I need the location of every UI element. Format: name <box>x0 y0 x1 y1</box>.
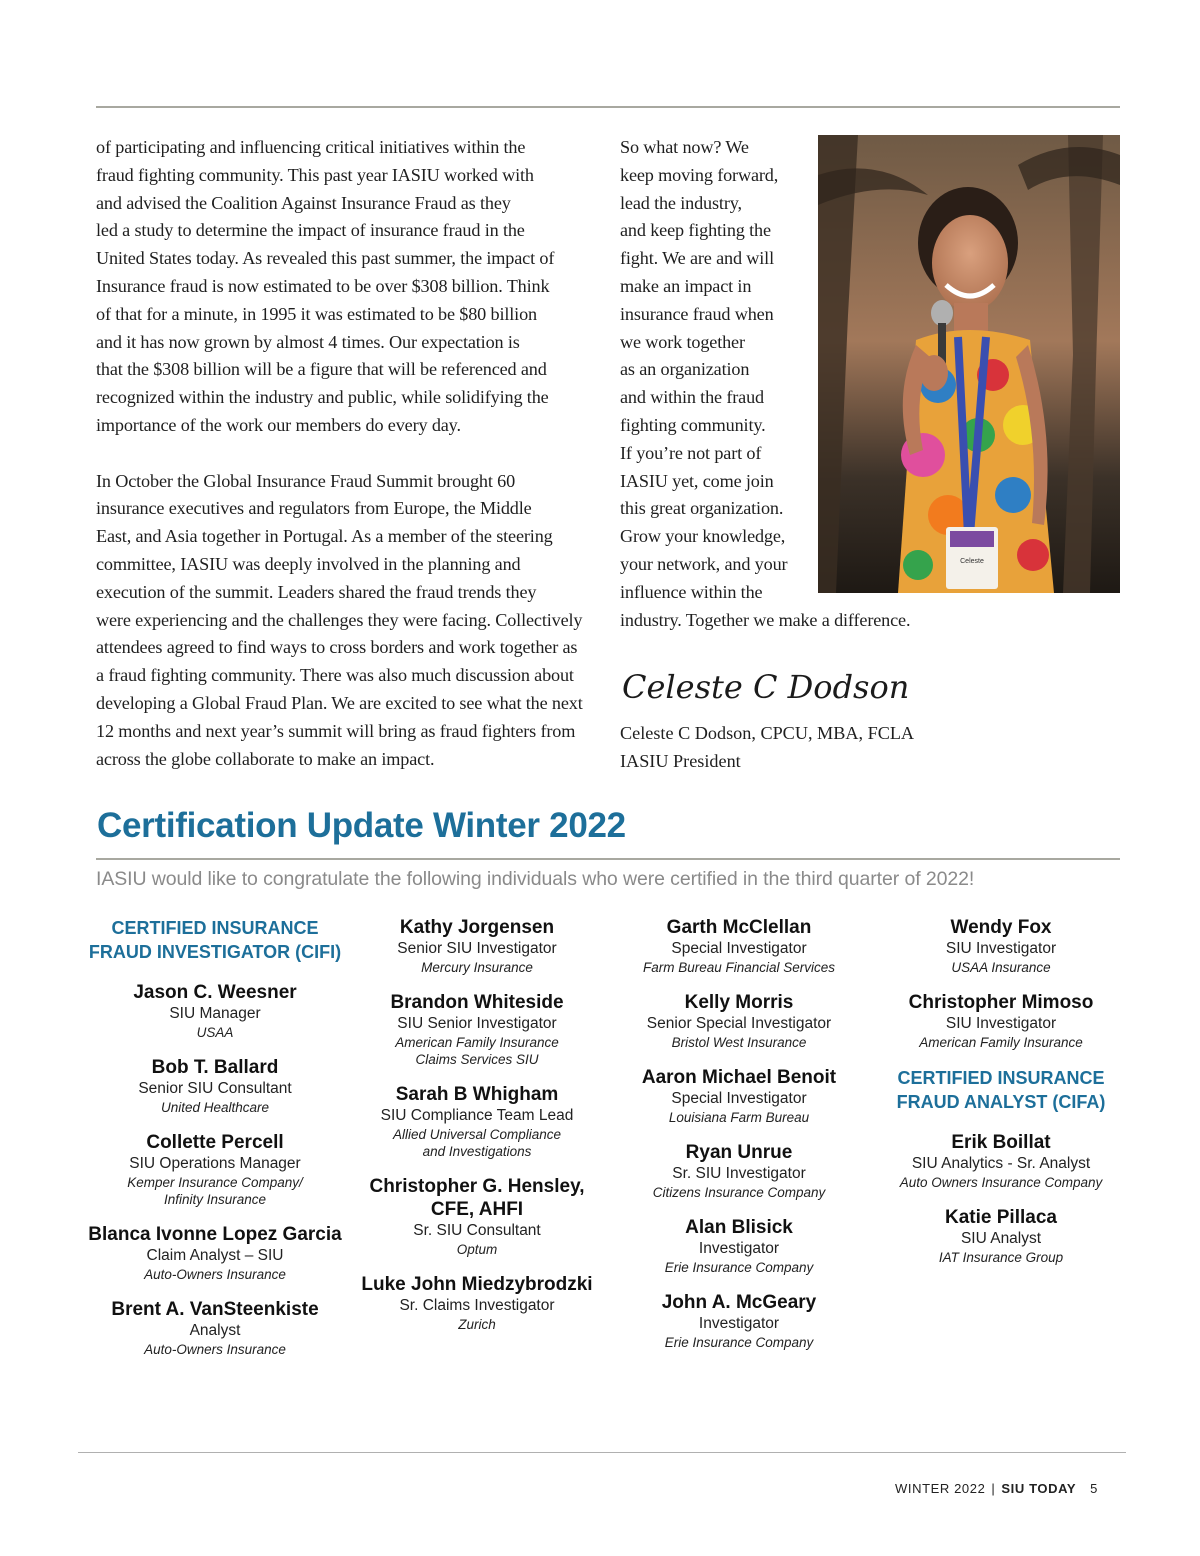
footer-publication: SIU TODAY <box>1001 1481 1077 1496</box>
person-name: John A. McGeary <box>661 1292 817 1313</box>
person-name: Wendy Fox <box>950 917 1052 938</box>
certification-category-heading: CERTIFIED INSURANCE FRAUD INVESTIGATOR (CIFI) <box>88 918 342 962</box>
person-name: Aaron Michael Benoit <box>641 1067 837 1088</box>
person-job-title: SIU Investigator <box>945 940 1057 957</box>
person-name: Sarah B Whigham <box>395 1084 559 1105</box>
certified-person <box>870 1206 1132 1266</box>
person-job-title: SIU Investigator <box>945 1015 1057 1032</box>
person-job-title: SIU Operations Manager <box>129 1155 301 1172</box>
certified-list-column-4 <box>870 916 1132 1281</box>
article-paragraph: So what now? We keep moving forward, lead the industry, and keep fighting the fight. We are and will make an impact in insurance fraud when we work together as an organization and within the fraud fighting community. If you’re not part of IASIU yet, come join this great organization. Grow your knowledge, your network, and your influence within the industry. Together we make a difference. <box>620 137 911 630</box>
certified-person <box>346 1083 608 1160</box>
person-company: Optum <box>456 1242 498 1257</box>
person-job-title: Sr. Claims Investigator <box>399 1297 555 1314</box>
person-name: Katie Pillaca <box>945 1207 1057 1228</box>
certified-person <box>870 991 1132 1051</box>
section-title: Certification Update Winter 2022 <box>97 806 626 845</box>
article-left-column <box>96 134 601 773</box>
person-company: Erie Insurance Company <box>664 1260 814 1275</box>
certified-person <box>346 916 608 976</box>
person-company: Erie Insurance Company <box>664 1335 814 1350</box>
certified-person <box>84 1056 346 1116</box>
certified-person <box>84 1131 346 1208</box>
certified-person <box>608 916 870 976</box>
person-name: Kelly Morris <box>684 992 794 1013</box>
footer-issue: WINTER 2022 <box>895 1481 986 1496</box>
person-job-title: SIU Analytics - Sr. Analyst <box>911 1155 1091 1172</box>
person-company: American Family Insurance <box>919 1035 1083 1050</box>
president-photo-illustration <box>818 135 1120 593</box>
person-name: Luke John Miedzybrodzki <box>361 1274 593 1295</box>
person-job-title: Senior Special Investigator <box>646 1015 832 1032</box>
person-company: Allied Universal Compliance and Investigations <box>392 1127 562 1159</box>
person-job-title: Analyst <box>189 1322 241 1339</box>
person-company: Auto-Owners Insurance <box>144 1342 286 1357</box>
person-job-title: Senior SIU Consultant <box>138 1080 292 1097</box>
person-company: Auto Owners Insurance Company <box>899 1175 1103 1190</box>
top-divider <box>96 106 1120 108</box>
person-job-title: SIU Manager <box>169 1005 261 1022</box>
person-job-title: Sr. SIU Investigator <box>672 1165 806 1182</box>
certified-list-column-1 <box>84 916 346 1373</box>
article-paragraph: of participating and influencing critical initiatives within the fraud fighting community. This past year IASIU worked with and advised the Coalition Against Insurance Fraud as they led a study to determine the impact of insurance fraud in the United States today. As revealed this past summer, the impact of Insurance fraud is now estimated to be over $308 billion. Think of that for a minute, in 1995 it was estimated to be $80 billion and it has now grown by almost 4 times. Our expectation is that the $308 billion will be a figure that will be referenced and recognized within the industry and public, while solidifying the importance of the work our members do every day. <box>96 137 555 435</box>
certified-person <box>84 1223 346 1283</box>
president-photo <box>818 135 1120 593</box>
person-company: United Healthcare <box>160 1100 270 1115</box>
signer-block <box>620 719 914 775</box>
certified-person <box>608 1066 870 1126</box>
person-company: Louisiana Farm Bureau <box>668 1110 810 1125</box>
person-company: Farm Bureau Financial Services <box>642 960 836 975</box>
person-job-title: SIU Senior Investigator <box>397 1015 557 1032</box>
person-name: Garth McClellan <box>666 917 812 938</box>
person-name: Brent A. VanSteenkiste <box>111 1299 319 1320</box>
person-company: Kemper Insurance Company/ Infinity Insurance <box>127 1175 303 1207</box>
person-company: USAA Insurance <box>951 960 1051 975</box>
person-job-title: Special Investigator <box>671 940 807 957</box>
section-intro: IASIU would like to congratulate the following individuals who were certified in the third quarter of 2022! <box>96 868 975 890</box>
person-name: Alan Blisick <box>685 1217 793 1238</box>
certified-person <box>608 1291 870 1351</box>
person-name: Blanca Ivonne Lopez Garcia <box>88 1224 342 1245</box>
person-name: Erik Boillat <box>951 1132 1051 1153</box>
person-job-title: SIU Compliance Team Lead <box>380 1107 574 1124</box>
signer-title: IASIU President <box>620 751 741 771</box>
certified-person <box>346 1273 608 1333</box>
person-name: Brandon Whiteside <box>390 992 564 1013</box>
person-name: Christopher G. Hensley, CFE, AHFI <box>369 1176 585 1220</box>
footer-divider <box>78 1452 1126 1453</box>
person-name: Collette Percell <box>146 1132 284 1153</box>
person-name: Bob T. Ballard <box>151 1057 279 1078</box>
certified-person <box>608 1141 870 1201</box>
person-company: USAA <box>196 1025 234 1040</box>
certification-category-heading: CERTIFIED INSURANCE FRAUD ANALYST (CIFA) <box>896 1068 1106 1112</box>
certified-person <box>346 991 608 1068</box>
signature-text: Celeste C Dodson <box>622 668 910 706</box>
person-job-title: Senior SIU Investigator <box>397 940 557 957</box>
page-footer <box>895 1481 1098 1496</box>
person-company: American Family Insurance Claims Services SIU <box>395 1035 559 1067</box>
person-company: Bristol West Insurance <box>671 1035 807 1050</box>
certified-person <box>870 916 1132 976</box>
person-job-title: Sr. SIU Consultant <box>413 1222 541 1239</box>
badge-name-text: Celeste <box>960 558 984 565</box>
person-job-title: SIU Analyst <box>960 1230 1042 1247</box>
section-divider <box>96 858 1120 860</box>
person-company: Auto-Owners Insurance <box>144 1267 286 1282</box>
certified-person <box>84 981 346 1041</box>
certified-person <box>84 1298 346 1358</box>
person-job-title: Claim Analyst – SIU <box>146 1247 284 1264</box>
certified-person <box>870 1131 1132 1191</box>
person-name: Christopher Mimoso <box>908 992 1094 1013</box>
certified-list-column-2 <box>346 916 608 1348</box>
certified-person <box>608 991 870 1051</box>
person-job-title: Investigator <box>698 1240 780 1257</box>
person-job-title: Investigator <box>698 1315 780 1332</box>
signer-name: Celeste C Dodson, CPCU, MBA, FCLA <box>620 723 915 743</box>
person-name: Ryan Unrue <box>685 1142 793 1163</box>
certified-person <box>346 1175 608 1258</box>
person-job-title: Special Investigator <box>671 1090 807 1107</box>
person-company: Zurich <box>458 1317 496 1332</box>
page-number: 5 <box>1090 1481 1098 1496</box>
certified-person <box>608 1216 870 1276</box>
person-name: Kathy Jorgensen <box>399 917 555 938</box>
article-paragraph: In October the Global Insurance Fraud Summit brought 60 insurance executives and regulators from Europe, the Middle East, and Asia together in Portugal. As a member of the steering committee, IASIU was deeply involved in the planning and execution of the summit. Leaders shared the fraud trends they were experiencing and the challenges they were facing. Collectively attendees agreed to find ways to cross borders and work together as a fraud fighting community. There was also much discussion about developing a Global Fraud Plan. We are excited to see what the next 12 months and next year’s summit will bring as fraud fighters from across the globe collaborate to make an impact. <box>96 470 583 769</box>
person-company: Mercury Insurance <box>421 960 533 975</box>
footer-separator: | <box>991 1481 996 1496</box>
person-name: Jason C. Weesner <box>133 982 297 1003</box>
signature-image <box>620 662 920 712</box>
person-company: Citizens Insurance Company <box>652 1185 826 1200</box>
certified-list-column-3 <box>608 916 870 1366</box>
person-company: IAT Insurance Group <box>938 1250 1064 1265</box>
